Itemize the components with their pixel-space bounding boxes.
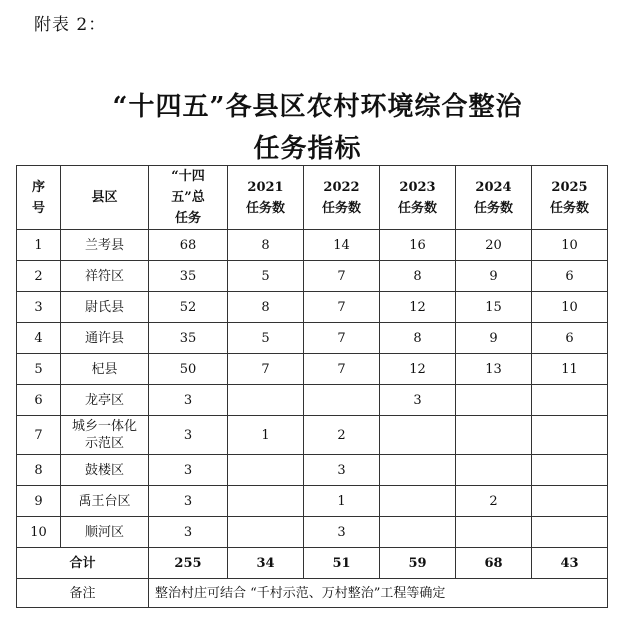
cell-county-text: 城乡一体化示范区 bbox=[71, 419, 137, 451]
note-text: 整治村庄可结合 “千村示范、万村整治”工程等确定 bbox=[149, 579, 608, 608]
cell-2024 bbox=[456, 416, 532, 455]
cell-total: 52 bbox=[149, 292, 228, 323]
cell-seq: 4 bbox=[17, 323, 61, 354]
cell-2021: 7 bbox=[228, 354, 304, 385]
cell-2023: 8 bbox=[380, 261, 456, 292]
cell-2024: 9 bbox=[456, 323, 532, 354]
cell-2021 bbox=[228, 517, 304, 548]
cell-2023: 3 bbox=[380, 385, 456, 416]
cell-2023 bbox=[380, 486, 456, 517]
cell-2022: 14 bbox=[304, 230, 380, 261]
cell-total: 68 bbox=[149, 230, 228, 261]
header-seq: 序号 bbox=[17, 166, 61, 230]
cell-total: 35 bbox=[149, 261, 228, 292]
table-note-row bbox=[17, 579, 608, 608]
cell-2021: 8 bbox=[228, 292, 304, 323]
table-row bbox=[17, 354, 608, 385]
cell-county: 顺河区 bbox=[61, 517, 149, 548]
cell-seq: 6 bbox=[17, 385, 61, 416]
cell-2023 bbox=[380, 517, 456, 548]
cell-2021: 1 bbox=[228, 416, 304, 455]
cell-2023: 12 bbox=[380, 292, 456, 323]
note-label: 备注 bbox=[17, 579, 149, 608]
table-header-row bbox=[17, 166, 608, 230]
cell-seq: 1 bbox=[17, 230, 61, 261]
cell-county: 鼓楼区 bbox=[61, 455, 149, 486]
cell-2022 bbox=[304, 385, 380, 416]
header-2022: 2022 任务数 bbox=[304, 166, 380, 230]
cell-2025: 11 bbox=[532, 354, 608, 385]
cell-2023: 16 bbox=[380, 230, 456, 261]
cell-2025: 10 bbox=[532, 230, 608, 261]
cell-2025 bbox=[532, 455, 608, 486]
total-label: 合计 bbox=[17, 548, 149, 579]
cell-2024 bbox=[456, 517, 532, 548]
cell-2021 bbox=[228, 455, 304, 486]
cell-county: 兰考县 bbox=[61, 230, 149, 261]
cell-2021: 8 bbox=[228, 230, 304, 261]
cell-2023 bbox=[380, 416, 456, 455]
cell-seq: 2 bbox=[17, 261, 61, 292]
cell-2022: 2 bbox=[304, 416, 380, 455]
cell-county: 通许县 bbox=[61, 323, 149, 354]
table-row bbox=[17, 261, 608, 292]
cell-county bbox=[61, 416, 149, 455]
cell-2024 bbox=[456, 385, 532, 416]
total-2025: 43 bbox=[532, 548, 608, 579]
table-row bbox=[17, 230, 608, 261]
cell-county: 龙亭区 bbox=[61, 385, 149, 416]
attachment-label: 附表 2： bbox=[34, 15, 107, 35]
table-row bbox=[17, 416, 608, 455]
cell-2024: 9 bbox=[456, 261, 532, 292]
cell-2021: 5 bbox=[228, 323, 304, 354]
cell-seq: 7 bbox=[17, 416, 61, 455]
cell-seq: 3 bbox=[17, 292, 61, 323]
cell-2022: 3 bbox=[304, 517, 380, 548]
cell-total: 3 bbox=[149, 517, 228, 548]
table-row bbox=[17, 455, 608, 486]
cell-2024: 2 bbox=[456, 486, 532, 517]
document-title-line2: 任务指标 bbox=[253, 134, 362, 164]
cell-seq: 5 bbox=[17, 354, 61, 385]
header-2025: 2025 任务数 bbox=[532, 166, 608, 230]
header-2021: 2021 任务数 bbox=[228, 166, 304, 230]
header-2023: 2023 任务数 bbox=[380, 166, 456, 230]
cell-seq: 10 bbox=[17, 517, 61, 548]
total-2021: 34 bbox=[228, 548, 304, 579]
cell-2024: 15 bbox=[456, 292, 532, 323]
cell-2022: 7 bbox=[304, 292, 380, 323]
cell-2021 bbox=[228, 385, 304, 416]
cell-total: 50 bbox=[149, 354, 228, 385]
table-row bbox=[17, 385, 608, 416]
cell-2024 bbox=[456, 455, 532, 486]
total-overall: 255 bbox=[149, 548, 228, 579]
cell-2022: 7 bbox=[304, 354, 380, 385]
cell-2025 bbox=[532, 416, 608, 455]
cell-2025 bbox=[532, 486, 608, 517]
cell-seq: 9 bbox=[17, 486, 61, 517]
cell-total: 3 bbox=[149, 416, 228, 455]
cell-2025 bbox=[532, 517, 608, 548]
cell-2022: 1 bbox=[304, 486, 380, 517]
table-row bbox=[17, 486, 608, 517]
cell-2022: 7 bbox=[304, 261, 380, 292]
total-2022: 51 bbox=[304, 548, 380, 579]
cell-2025: 6 bbox=[532, 261, 608, 292]
table-row bbox=[17, 517, 608, 548]
table-row bbox=[17, 323, 608, 354]
header-total-task: “十四五”总任务 bbox=[149, 166, 228, 230]
cell-county: 祥符区 bbox=[61, 261, 149, 292]
cell-2023: 12 bbox=[380, 354, 456, 385]
cell-county: 尉氏县 bbox=[61, 292, 149, 323]
cell-total: 35 bbox=[149, 323, 228, 354]
cell-county: 禹王台区 bbox=[61, 486, 149, 517]
cell-total: 3 bbox=[149, 455, 228, 486]
cell-total: 3 bbox=[149, 385, 228, 416]
cell-2025 bbox=[532, 385, 608, 416]
document-title-line1: “十四五”各县区农村环境综合整治 bbox=[112, 92, 523, 122]
cell-2023: 8 bbox=[380, 323, 456, 354]
cell-total: 3 bbox=[149, 486, 228, 517]
table-row bbox=[17, 292, 608, 323]
cell-county: 杞县 bbox=[61, 354, 149, 385]
cell-2025: 10 bbox=[532, 292, 608, 323]
cell-seq: 8 bbox=[17, 455, 61, 486]
cell-2024: 20 bbox=[456, 230, 532, 261]
cell-2025: 6 bbox=[532, 323, 608, 354]
task-indicator-table bbox=[16, 165, 608, 608]
cell-2021 bbox=[228, 486, 304, 517]
header-county: 县区 bbox=[61, 166, 149, 230]
total-2023: 59 bbox=[380, 548, 456, 579]
cell-2024: 13 bbox=[456, 354, 532, 385]
cell-2023 bbox=[380, 455, 456, 486]
cell-2021: 5 bbox=[228, 261, 304, 292]
table-total-row bbox=[17, 548, 608, 579]
cell-2022: 3 bbox=[304, 455, 380, 486]
header-2024: 2024 任务数 bbox=[456, 166, 532, 230]
cell-2022: 7 bbox=[304, 323, 380, 354]
total-2024: 68 bbox=[456, 548, 532, 579]
